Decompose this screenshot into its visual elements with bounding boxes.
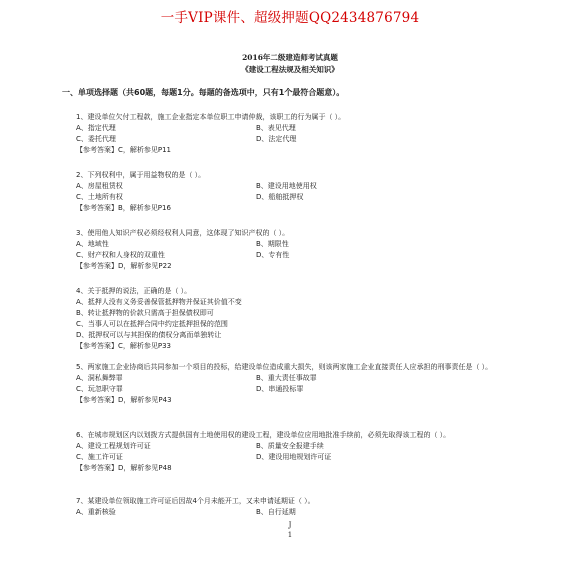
- option-a: A、指定代理: [76, 124, 116, 132]
- answer-line: 【参考答案】C，解析参见P11: [76, 146, 172, 154]
- question-7: [76, 496, 516, 518]
- option-c: C、当事人可以在抵押合同中约定抵押担保的范围: [76, 320, 228, 328]
- question-stem: 2、下列权利中，属于用益物权的是（ ）。: [76, 171, 206, 179]
- option-b: B、重大责任事故罪: [256, 374, 317, 382]
- option-d: D、建设用地规划许可证: [256, 453, 332, 461]
- option-d: D、专有性: [256, 251, 290, 259]
- section-heading: 一、单项选择题（共60题，每题1分。每题的备选项中，只有1个最符合题意）。: [62, 88, 345, 97]
- footer-mark: J: [288, 521, 292, 529]
- option-a: A、抵押人没有义务妥善保管抵押物并保证其价值不变: [76, 298, 242, 306]
- option-row: [76, 507, 516, 518]
- watermark-banner: 一手VIP课件、超级押题QQ2434876794: [160, 10, 420, 26]
- option-a: A、地域性: [76, 240, 109, 248]
- question-1: [76, 112, 516, 156]
- option-a: A、重新核验: [76, 508, 116, 516]
- option-b: B、建设用地使用权: [256, 182, 317, 190]
- question-stem: 1、建设单位欠付工程款，施工企业指定本单位职工申请仲裁，该职工的行为属于（ ）。: [76, 113, 346, 121]
- option-row: [76, 134, 516, 145]
- page-number: 1: [287, 531, 293, 539]
- option-b: B、期限性: [256, 240, 289, 248]
- option-a: A、建设工程规划许可证: [76, 442, 151, 450]
- option-c: C、玩忽职守罪: [76, 385, 123, 393]
- option-row: [76, 192, 516, 203]
- option-d: D、抵押权可以与其担保的债权分离而单独转让: [76, 331, 222, 339]
- option-d: D、船舶抵押权: [256, 193, 304, 201]
- question-stem: 4、关于抵押的说法，正确的是（ ）。: [76, 287, 192, 295]
- exam-subtitle: 《建设工程法规及相关知识》: [241, 65, 339, 74]
- question-stem: 3、使用他人知识产权必须经权利人同意，这体现了知识产权的（ ）。: [76, 229, 290, 237]
- option-row: [76, 181, 516, 192]
- answer-line: 【参考答案】D，解析参见P48: [76, 464, 172, 472]
- option-b: B、转让抵押物的价款只需高于担保债权即可: [76, 309, 214, 317]
- option-a: A、洞私舞弊罪: [76, 374, 123, 382]
- option-c: C、委托代理: [76, 135, 116, 143]
- question-stem: 6、在城市规划区内以划拨方式提供国有土地使用权的建设工程，建设单位应用地批准手续前，必须先取得该工程的（ ）。: [76, 431, 451, 439]
- option-row: [76, 123, 516, 134]
- exam-title: 2016年二级建造师考试真题: [242, 53, 338, 62]
- option-d: D、法定代理: [256, 135, 297, 143]
- answer-line: 【参考答案】B，解析参见P16: [76, 204, 171, 212]
- option-b: B、表见代理: [256, 124, 296, 132]
- option-c: C、土地所有权: [76, 193, 123, 201]
- option-b: B、质量安全报建手续: [256, 442, 324, 450]
- question-4: [76, 286, 516, 352]
- question-2: [76, 170, 516, 214]
- option-row: [76, 441, 516, 452]
- option-row: [76, 384, 516, 395]
- question-stem: 5、两家施工企业协商后共同参加一个项目的投标，给建设单位造成重大损失，则该两家施工企业直接责任人应承担的刑事责任是（ ）。: [76, 363, 493, 371]
- answer-line: 【参考答案】D，解析参见P22: [76, 262, 172, 270]
- option-d: D、串通投标罪: [256, 385, 304, 393]
- question-3: [76, 228, 516, 272]
- option-b: B、自行延期: [256, 508, 296, 516]
- option-c: C、施工许可证: [76, 453, 123, 461]
- question-5: [76, 362, 516, 406]
- question-stem: 7、某建设单位领取施工许可证后因故4个月未能开工，又未申请延期证（ ）。: [76, 497, 315, 505]
- question-6: [76, 430, 516, 474]
- option-c: C、财产权和人身权的双重性: [76, 251, 165, 259]
- option-row: [76, 452, 516, 463]
- option-a: A、房屋租赁权: [76, 182, 123, 190]
- option-row: [76, 373, 516, 384]
- option-row: [76, 239, 516, 250]
- option-row: [76, 250, 516, 261]
- answer-line: 【参考答案】C，解析参见P33: [76, 342, 172, 350]
- answer-line: 【参考答案】D，解析参见P43: [76, 396, 172, 404]
